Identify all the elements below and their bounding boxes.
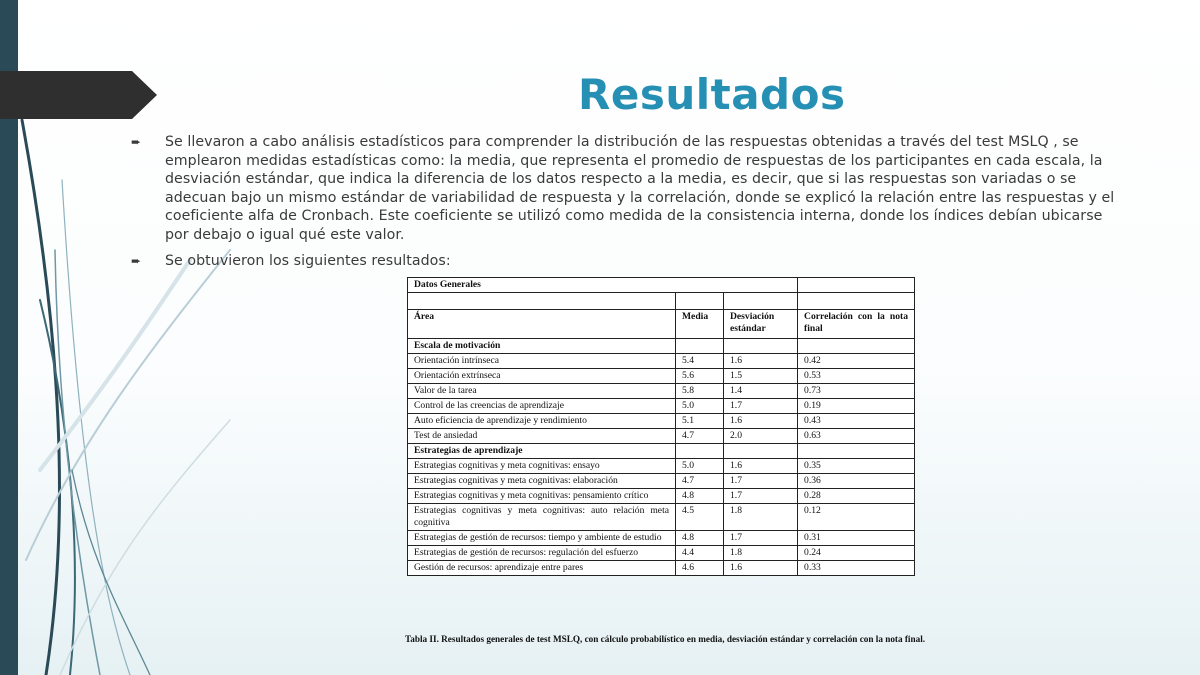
table-row [408, 459, 915, 474]
cell-area: Auto eficiencia de aprendizaje y rendimiento [408, 414, 676, 429]
table-cell-empty [676, 293, 724, 310]
table-caption: Tabla II. Resultados generales de test MSLQ, con cálculo probabilístico en media, desviación estándar y correlación con la nota final. [405, 634, 926, 644]
table-row [408, 369, 915, 384]
cell-media: 4.4 [676, 546, 724, 561]
results-table [407, 277, 915, 576]
cell-desviacion: 1.5 [724, 369, 798, 384]
cell-area: Gestión de recursos: aprendizaje entre pares [408, 561, 676, 576]
table-title: Datos Generales [408, 278, 798, 293]
cell-desviacion: 1.6 [724, 354, 798, 369]
section-row [408, 339, 915, 354]
cell-area: Estrategias cognitivas y meta cognitivas: pensamiento crítico [408, 489, 676, 504]
table-row [408, 546, 915, 561]
cell-area: Control de las creencias de aprendizaje [408, 399, 676, 414]
table-cell-empty [676, 339, 724, 354]
arrow-bullet-icon: ➨ [131, 254, 142, 268]
table-row [408, 414, 915, 429]
cell-media: 4.8 [676, 489, 724, 504]
cell-area: Test de ansiedad [408, 429, 676, 444]
cell-desviacion: 1.7 [724, 531, 798, 546]
cell-correlacion: 0.42 [798, 354, 915, 369]
header-area: Área [408, 310, 676, 339]
cell-desviacion: 1.6 [724, 414, 798, 429]
cell-media: 5.4 [676, 354, 724, 369]
slide-title: Resultados [578, 70, 846, 119]
cell-desviacion: 1.4 [724, 384, 798, 399]
bullet-text: Se obtuvieron los siguientes resultados: [165, 253, 451, 269]
table-cell-empty [724, 444, 798, 459]
cell-correlacion: 0.19 [798, 399, 915, 414]
cell-correlacion: 0.35 [798, 459, 915, 474]
cell-media: 4.8 [676, 531, 724, 546]
header-correlacion: Correlación con la nota final [798, 310, 915, 339]
cell-desviacion: 1.8 [724, 546, 798, 561]
cell-correlacion: 0.24 [798, 546, 915, 561]
cell-correlacion: 0.63 [798, 429, 915, 444]
cell-area: Estrategias cognitivas y meta cognitivas: elaboración [408, 474, 676, 489]
table-row [408, 354, 915, 369]
cell-area: Orientación intrínseca [408, 354, 676, 369]
table-cell-empty [798, 444, 915, 459]
cell-correlacion: 0.12 [798, 504, 915, 531]
cell-desviacion: 1.8 [724, 504, 798, 531]
cell-media: 4.5 [676, 504, 724, 531]
section-title: Escala de motivación [408, 339, 676, 354]
table-row [408, 561, 915, 576]
section-row [408, 444, 915, 459]
table-row [408, 474, 915, 489]
cell-area: Estrategias de gestión de recursos: regulación del esfuerzo [408, 546, 676, 561]
table-header-row [408, 310, 915, 339]
bullet-text: Se llevaron a cabo análisis estadísticos para comprender la distribución de las respuestas obtenidas a través del test MSLQ , se emplearon medidas estadísticas como: la media, que representa el promedio de respuestas de los participantes en cada escala, la desviación estándar, que indica la diferencia de los datos respecto a la media, es decir, que si las respuestas son variadas o se adecuan bajo un mismo estándar de variabilidad de respuesta y la correlación, donde se explicó la relación entre las respuestas y el coeficiente alfa de Cronbach. Este coeficiente se utilizó como medida de la consistencia interna, donde los índices debían ubicarse por debajo o igual qué este valor. [165, 134, 1115, 243]
cell-media: 5.0 [676, 399, 724, 414]
bullet-paragraph-1 [131, 133, 1121, 245]
cell-area: Estrategias cognitivas y meta cognitivas: auto relación meta cognitiva [408, 504, 676, 531]
header-desviacion: Desviación estándar [724, 310, 798, 339]
table-row [408, 384, 915, 399]
table-row [408, 531, 915, 546]
table-cell-empty [408, 293, 676, 310]
cell-media: 5.6 [676, 369, 724, 384]
cell-correlacion: 0.73 [798, 384, 915, 399]
cell-media: 5.0 [676, 459, 724, 474]
table-title-row [408, 278, 915, 293]
section-title: Estrategias de aprendizaje [408, 444, 676, 459]
arrow-bullet-icon: ➨ [131, 135, 142, 149]
table-cell-empty [798, 278, 915, 293]
bullet-paragraph-2 [131, 252, 1121, 271]
cell-correlacion: 0.31 [798, 531, 915, 546]
cell-desviacion: 1.6 [724, 561, 798, 576]
cell-desviacion: 1.6 [724, 459, 798, 474]
cell-area: Orientación extrínseca [408, 369, 676, 384]
cell-media: 4.7 [676, 474, 724, 489]
cell-desviacion: 1.7 [724, 399, 798, 414]
cell-correlacion: 0.53 [798, 369, 915, 384]
cell-desviacion: 2.0 [724, 429, 798, 444]
cell-desviacion: 1.7 [724, 489, 798, 504]
table-cell-empty [798, 339, 915, 354]
cell-media: 4.6 [676, 561, 724, 576]
table-cell-empty [724, 339, 798, 354]
table-cell-empty [724, 293, 798, 310]
table-row [408, 504, 915, 531]
cell-area: Estrategias cognitivas y meta cognitivas: ensayo [408, 459, 676, 474]
cell-correlacion: 0.43 [798, 414, 915, 429]
title-tab-shape [0, 71, 157, 119]
header-media: Media [676, 310, 724, 339]
cell-area: Estrategias de gestión de recursos: tiempo y ambiente de estudio [408, 531, 676, 546]
table-cell-empty [798, 293, 915, 310]
cell-desviacion: 1.7 [724, 474, 798, 489]
table-row [408, 429, 915, 444]
cell-area: Valor de la tarea [408, 384, 676, 399]
table-spacer-row [408, 293, 915, 310]
cell-media: 4.7 [676, 429, 724, 444]
table-row [408, 399, 915, 414]
cell-correlacion: 0.33 [798, 561, 915, 576]
table-row [408, 489, 915, 504]
cell-correlacion: 0.36 [798, 474, 915, 489]
table-cell-empty [676, 444, 724, 459]
cell-media: 5.8 [676, 384, 724, 399]
cell-correlacion: 0.28 [798, 489, 915, 504]
cell-media: 5.1 [676, 414, 724, 429]
